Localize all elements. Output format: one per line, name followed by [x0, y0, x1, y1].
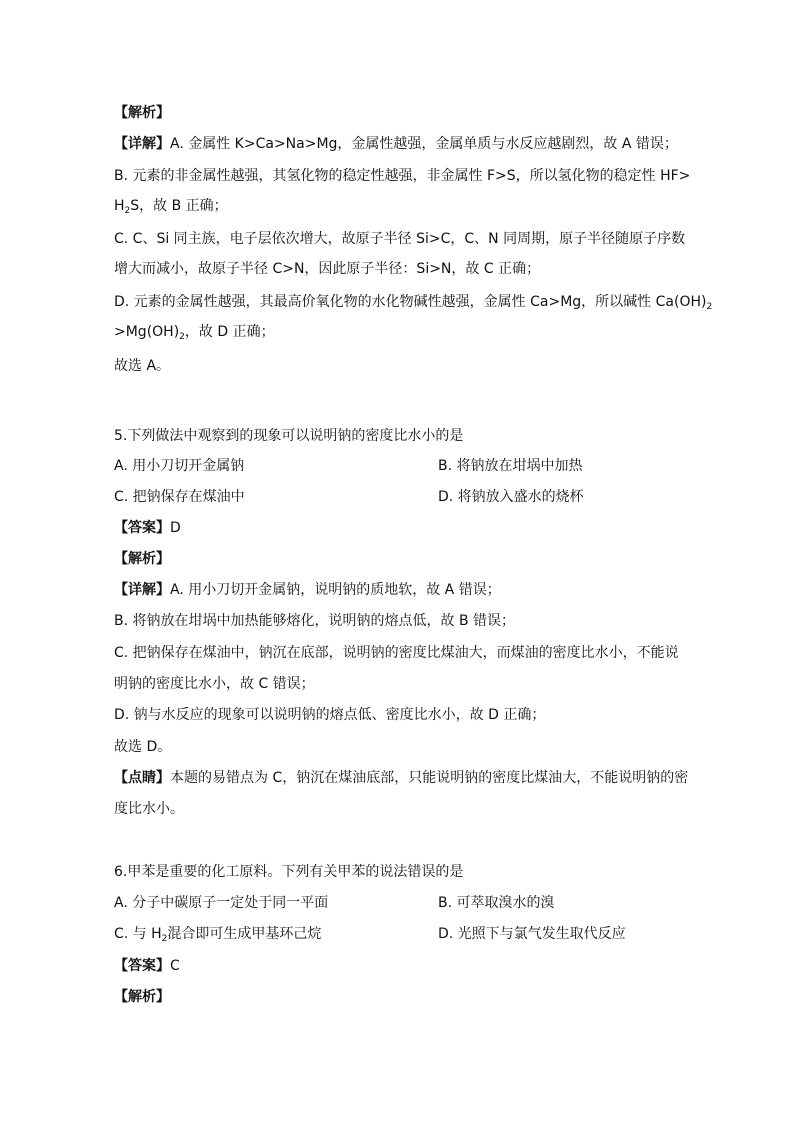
detail-b-line2: [114, 196, 228, 221]
detail-b-line1: B. 元素的非金属性越强，其氢化物的稳定性越强，非金属性 F>S，所以氢化物的稳定性 HF>: [114, 168, 691, 184]
text-run: S，故 B 正确；: [130, 198, 228, 214]
question-5-option-a: A. 用小刀切开金属钠: [114, 458, 245, 474]
question-5-option-d: D. 将钠放入盛水的烧杯: [438, 489, 584, 505]
subscript: 2: [179, 332, 185, 342]
text-run: >Mg(OH): [114, 324, 180, 340]
analysis-label: 【解析】: [114, 989, 170, 1005]
detail-a: [114, 580, 501, 600]
detail-label: 【详解】: [114, 582, 170, 598]
question-6-option-a: A. 分子中碳原子一定处于同一平面: [114, 895, 329, 911]
text-run: H: [114, 198, 125, 214]
question-6-option-d: D. 光照下与氯气发生取代反应: [438, 926, 626, 942]
detail-a-text: A. 金属性 K>Ca>Na>Mg，金属性越强，金属单质与水反应越剧烈，故 A 错误；: [170, 136, 678, 152]
question-6-option-c: [114, 924, 321, 949]
detail-c-line1: C. C、Si 同主族，电子层依次增大，故原子半径 Si>C，C、N 同周期，原子半径随原子序数: [114, 231, 686, 247]
detail-label: 【详解】: [114, 136, 170, 152]
detail-c-line1: C. 把钠保存在煤油中，钠沉在底部，说明钠的密度比煤油大，而煤油的密度比水小，不能说: [114, 645, 679, 661]
tip-line2: 度比水小。: [114, 801, 184, 817]
detail-a: [114, 134, 678, 154]
conclusion: 故选 D。: [114, 739, 172, 755]
detail-d-line1: [114, 292, 712, 317]
analysis-label: 【解析】: [114, 105, 170, 121]
answer-line: [114, 518, 181, 538]
detail-d-line2: [114, 322, 275, 347]
detail-c-line2: 增大而减小，故原子半径 C>N，因此原子半径：Si>N，故 C 正确；: [114, 261, 541, 277]
question-5-option-c: C. 把钠保存在煤油中: [114, 489, 245, 505]
conclusion: 故选 A。: [114, 358, 171, 374]
tip-label: 【点睛】: [114, 770, 170, 786]
question-6-option-b: B. 可萃取溴水的溴: [438, 895, 555, 911]
text-run: C. 与 H: [114, 926, 162, 942]
analysis-label: 【解析】: [114, 551, 170, 567]
answer-value: D: [170, 520, 181, 536]
subscript: 2: [706, 302, 713, 312]
detail-c-line2: 明钠的密度比水小，故 C 错误；: [114, 676, 315, 692]
text-run: 混合即可生成甲基环己烷: [167, 926, 322, 942]
tip-text: 本题的易错点为 C，钠沉在煤油底部，只能说明钠的密度比煤油大，不能说明钠的密: [170, 770, 689, 786]
answer-label: 【答案】: [114, 958, 170, 974]
question-6-stem: 6.甲苯是重要的化工原料。下列有关甲苯的说法错误的是: [114, 864, 464, 880]
answer-line: [114, 956, 180, 976]
answer-label: 【答案】: [114, 520, 170, 536]
question-5-option-b: B. 将钠放在坩埚中加热: [438, 458, 583, 474]
detail-b: B. 将钠放在坩埚中加热能够熔化，说明钠的熔点低，故 B 错误；: [114, 613, 516, 629]
detail-a-text: A. 用小刀切开金属钠，说明钠的质地软，故 A 错误；: [170, 582, 501, 598]
subscript: 2: [124, 206, 131, 216]
text-run: D. 元素的金属性越强，其最高价氧化物的水化物碱性越强，金属性 Ca>Mg，所以碱性 Ca(OH): [114, 294, 707, 310]
tip-line1: [114, 768, 688, 788]
question-5-stem: 5.下列做法中观察到的现象可以说明钠的密度比水小的是: [114, 428, 464, 444]
subscript: 2: [161, 934, 168, 944]
text-run: ，故 D 正确；: [184, 324, 275, 340]
answer-value: C: [170, 958, 180, 974]
detail-d: D. 钠与水反应的现象可以说明钠的熔点低、密度比水小，故 D 正确；: [114, 707, 546, 723]
